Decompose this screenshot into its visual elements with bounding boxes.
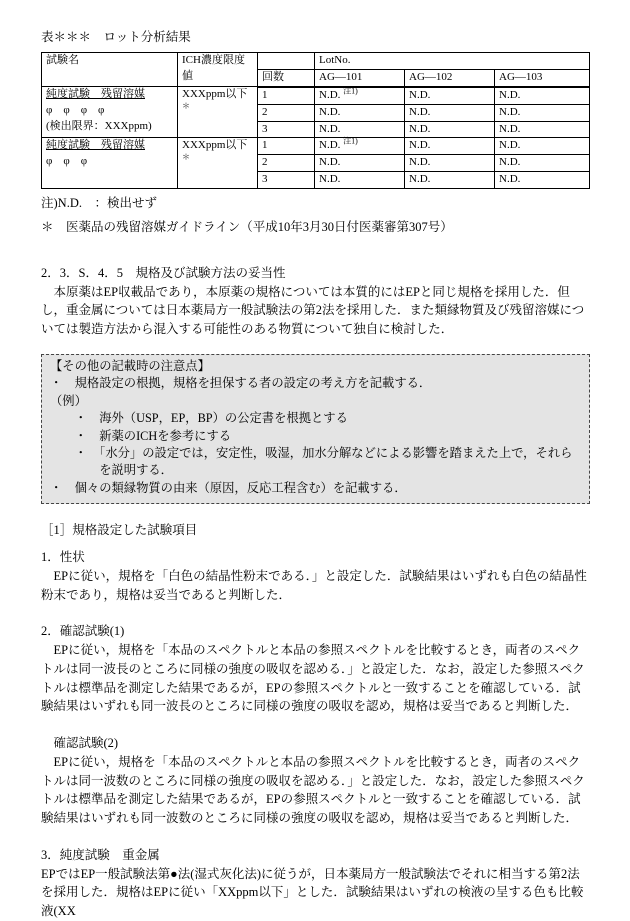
notice-item: ・ 規格設定の根拠，規格を担保する者の設定の考え方を記載する．	[50, 376, 432, 391]
item-title: 3．純度試験 重金属	[41, 847, 160, 862]
item-body: EPに従い，規格を「白色の結晶性粉末である．」と設定した．試験結果はいずれも白色の結晶性粉末であり，規格は妥当であると判断した．	[41, 568, 587, 602]
cell-result: N.D.	[495, 138, 590, 155]
item-body: EPではEP一般試験法第●法(湿式灰化法)に従うが，日本薬局方一般試験法でそれに相当する第2法を採用した．規格はEPに従い「XXppm以下」とした．試験結果はいずれの検液の呈する色も比較液(XX	[41, 866, 584, 919]
notice-title: 【その他の記載時の注意点】	[50, 358, 210, 373]
notice-example-label: （例）	[50, 393, 87, 408]
result-value: N.D.	[319, 88, 341, 101]
items-section-heading: ［1］規格設定した試験項目	[41, 523, 198, 538]
cell-result: N.D.	[495, 155, 590, 172]
cell-kaisu: 2	[258, 155, 315, 172]
cell-result	[315, 138, 405, 155]
header-test-name: 試験名	[42, 52, 178, 86]
cell-ich-limit	[178, 138, 258, 189]
header-lot-1: AG—101	[315, 69, 405, 86]
cell-result: N.D.	[315, 155, 405, 172]
cell-result: N.D.	[405, 104, 495, 121]
cell-result: N.D.	[495, 172, 590, 189]
header-lot-2: AG—102	[405, 69, 495, 86]
cell-result: N.D.	[405, 172, 495, 189]
header-kaisu: 回数	[258, 69, 315, 86]
notice-item: ・ 新薬のICHを参考にする	[74, 428, 232, 443]
cell-result: N.D.	[405, 138, 495, 155]
cell-result: N.D.	[405, 155, 495, 172]
test-name-line: 純度試験 残留溶媒	[46, 139, 145, 152]
result-note-mark: 注1)	[343, 136, 358, 146]
header-ich-limit: ICH濃度限度値	[178, 52, 258, 86]
cell-result: N.D.	[315, 172, 405, 189]
section-heading: 2．3．S．4．5 規格及び試験方法の妥当性	[41, 265, 286, 280]
cell-kaisu: 1	[258, 138, 315, 155]
cell-kaisu: 2	[258, 104, 315, 121]
detection-limit-line: (検出限界：XXXppm)	[46, 120, 152, 132]
section-body: 本原薬はEP収載品であり，本原薬の規格については本質的にはEPと同じ規格を採用した．但し，重金属については日本薬局方一般試験法の第2法を採用した．また類縁物質及び残留溶媒については製造方法から混入する可能性のある物質について独自に検討した．	[41, 284, 585, 336]
table-title: 表＊＊＊ ロット分析結果	[41, 30, 191, 44]
cell-result: N.D.	[315, 104, 405, 121]
cell-result	[315, 87, 405, 104]
cell-test-name	[42, 138, 178, 189]
limit-mark: ＊	[182, 152, 190, 162]
cell-kaisu: 3	[258, 172, 315, 189]
test-name-line: φ φ φ φ	[46, 104, 105, 117]
cell-result: N.D.	[315, 121, 405, 138]
limit-mark: ＊	[182, 101, 190, 111]
table-header-row-1	[42, 52, 590, 69]
header-lot-no: LotNo.	[315, 52, 590, 69]
test-name-line: 純度試験 残留溶媒	[46, 88, 145, 101]
cell-ich-limit	[178, 87, 258, 138]
guideline-footnote: ＊ 医薬品の残留溶媒ガイドライン（平成10年3月30日付医薬審第307号）	[41, 220, 453, 234]
cell-result: N.D.	[495, 104, 590, 121]
item-body: EPに従い，規格を「本品のスペクトルと本品の参照スペクトルを比較するとき，両者のスペクトルは同一波長のところに同様の強度の吸収を認める．」と設定した．なお，設定した参照スペクトルは標準品を測定した結果であるが，EPの参照スペクトルと一致することを確認している．試験結果はいずれも同一波長のところに同様の強度の吸収を認め，規格は妥当であると判断した．	[41, 643, 585, 714]
test-name-line: φ φ φ	[46, 155, 88, 168]
cell-kaisu: 1	[258, 87, 315, 104]
notice-item: ・ 海外（USP，EP，BP）の公定書を根拠とする	[74, 411, 348, 426]
limit-value: XXXppm以下	[182, 88, 248, 101]
header-lot-3: AG—103	[495, 69, 590, 86]
nd-footnote: 注)N.D. ：検出せず	[41, 196, 157, 211]
item-title: 1．性状	[41, 550, 85, 565]
notice-item: ・ 個々の類縁物質の由来（原因，反応工程含む）を記載する．	[50, 480, 407, 495]
cell-result: N.D.	[495, 121, 590, 138]
notice-item: ・ 「水分」の設定では，安定性，吸湿，加水分解などによる影響を踏まえた上で，それらを説明する．	[74, 446, 573, 478]
cell-result: N.D.	[405, 87, 495, 104]
lot-analysis-table	[41, 52, 590, 190]
notice-box	[41, 354, 590, 505]
result-note-mark: 注1)	[343, 85, 358, 95]
cell-result: N.D.	[495, 87, 590, 104]
item-body: EPに従い，規格を「本品のスペクトルと本品の参照スペクトルを比較するとき，両者のスペクトルは同一波数のところに同様の強度の吸収を認める．」と設定した．なお，設定した参照スペクトルは標準品を測定した結果であるが，EPの参照スペクトルと一致することを確認している．試験結果はいずれも同一波数のところに同様の強度の吸収を認め，規格は妥当であると判断した．	[41, 754, 585, 826]
cell-test-name	[42, 87, 178, 138]
cell-result: N.D.	[405, 121, 495, 138]
table-row	[42, 87, 590, 104]
item-title: 2．確認試験(1)	[41, 624, 125, 639]
table-row	[42, 138, 590, 155]
limit-value: XXXppm以下	[182, 139, 248, 152]
header-empty-cell	[258, 52, 315, 69]
cell-kaisu: 3	[258, 121, 315, 138]
result-value: N.D.	[319, 139, 341, 152]
item-title: 確認試験(2)	[41, 736, 119, 751]
